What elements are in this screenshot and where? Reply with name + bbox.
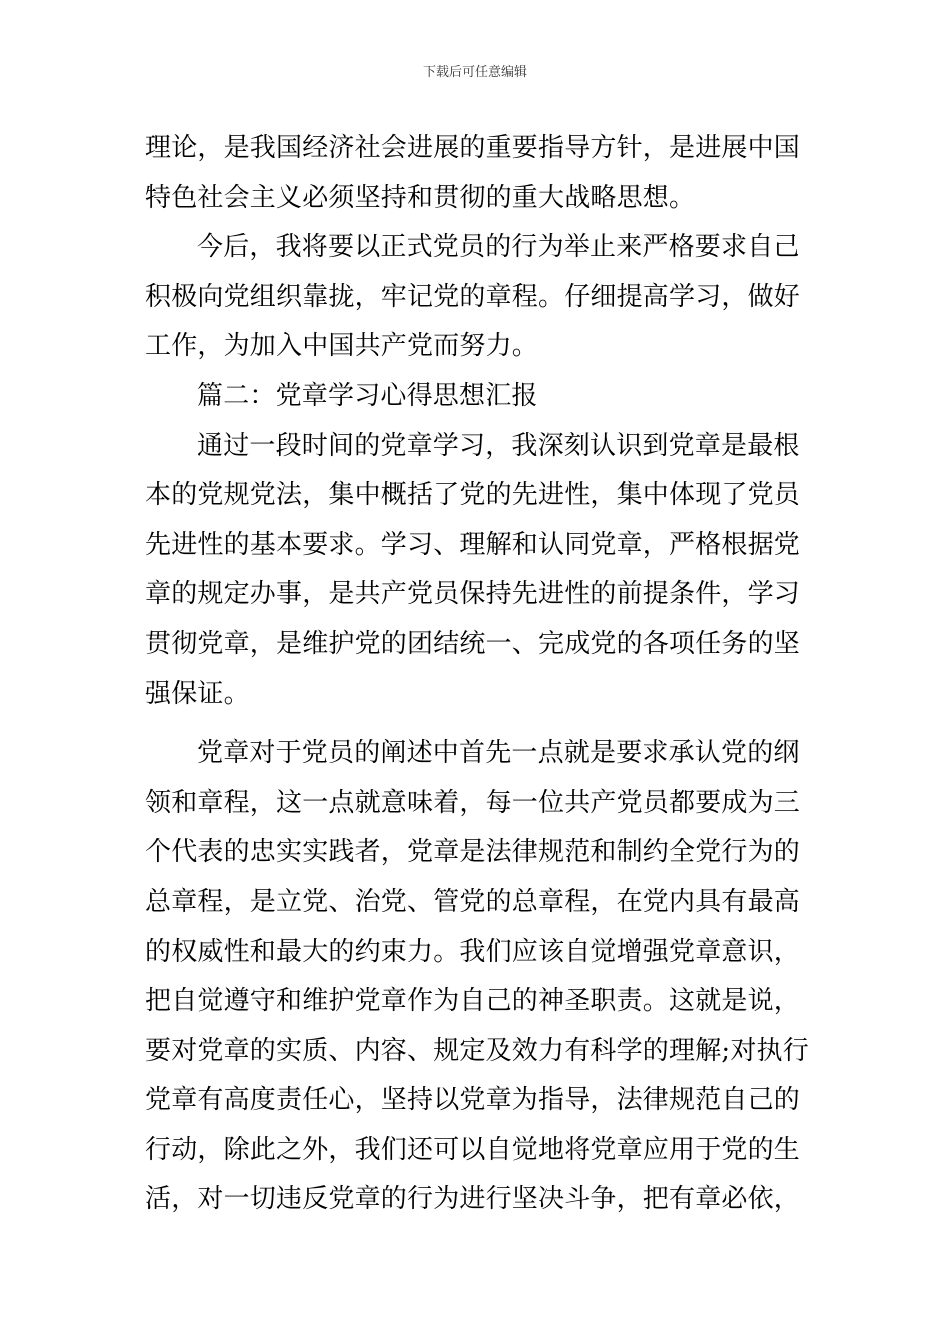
text-line: 个代表的忠实实践者，党章是法律规范和制约全党行为的 <box>145 837 801 868</box>
section-title: 篇二：党章学习心得思想汇报 <box>197 380 538 411</box>
text-line: 先进性的基本要求。学习、理解和认同党章，严格根据党 <box>145 529 801 560</box>
text-line: 把自觉遵守和维护党章作为自己的神圣职责。这就是说， <box>145 986 801 1017</box>
text-line: 强保证。 <box>145 678 250 709</box>
section-heading <box>145 372 807 422</box>
text-line: 党章有高度责任心，坚持以党章为指导，法律规范自己的 <box>145 1085 801 1116</box>
text-line: 理论，是我国经济社会进展的重要指导方针，是进展中国 <box>145 133 801 163</box>
text-line: 今后，我将要以正式党员的行为举止来严格要求自己 <box>197 232 800 263</box>
paragraph-gap <box>145 719 807 729</box>
text-line: 积极向党组织靠拢，牢记党的章程。仔细提高学习，做好 <box>145 281 801 312</box>
text-line: 工作，为加入中国共产党而努力。 <box>145 331 539 362</box>
text-line: 党章对于党员的阐述中首先一点就是要求承认党的纲 <box>197 738 800 769</box>
text-line: 活，对一切违反党章的行为进行坚决斗争，把有章必依， <box>145 1184 801 1215</box>
text-line: 特色社会主义必须坚持和贯彻的重大战略思想。 <box>145 182 696 213</box>
text-line: 领和章程，这一点就意味着，每一位共产党员都要成为三 <box>145 787 801 818</box>
text-line: 行动，除此之外，我们还可以自觉地将党章应用于党的生 <box>145 1134 801 1165</box>
paragraph <box>145 223 807 372</box>
text-line: 要对党章的实质、内容、规定及效力有科学的理解;对执行 <box>145 1035 809 1066</box>
text-line: 章的规定办事，是共产党员保持先进性的前提条件，学习 <box>145 579 801 610</box>
paragraph <box>145 729 807 1225</box>
text-line: 通过一段时间的党章学习，我深刻认识到党章是最根 <box>197 430 800 461</box>
text-line: 总章程，是立党、治党、管党的总章程，在党内具有最高 <box>145 886 801 917</box>
page-header-note: 下载后可任意编辑 <box>422 65 527 80</box>
text-line: 的权威性和最大的约束力。我们应该自觉增强党章意识， <box>145 936 801 967</box>
text-line: 本的党规党法，集中概括了党的先进性，集中体现了党员 <box>145 480 801 511</box>
paragraph <box>145 422 807 720</box>
paragraph <box>145 124 807 223</box>
document-body <box>145 124 807 1225</box>
text-line: 贯彻党章，是维护党的团结统一、完成党的各项任务的坚 <box>145 628 801 659</box>
